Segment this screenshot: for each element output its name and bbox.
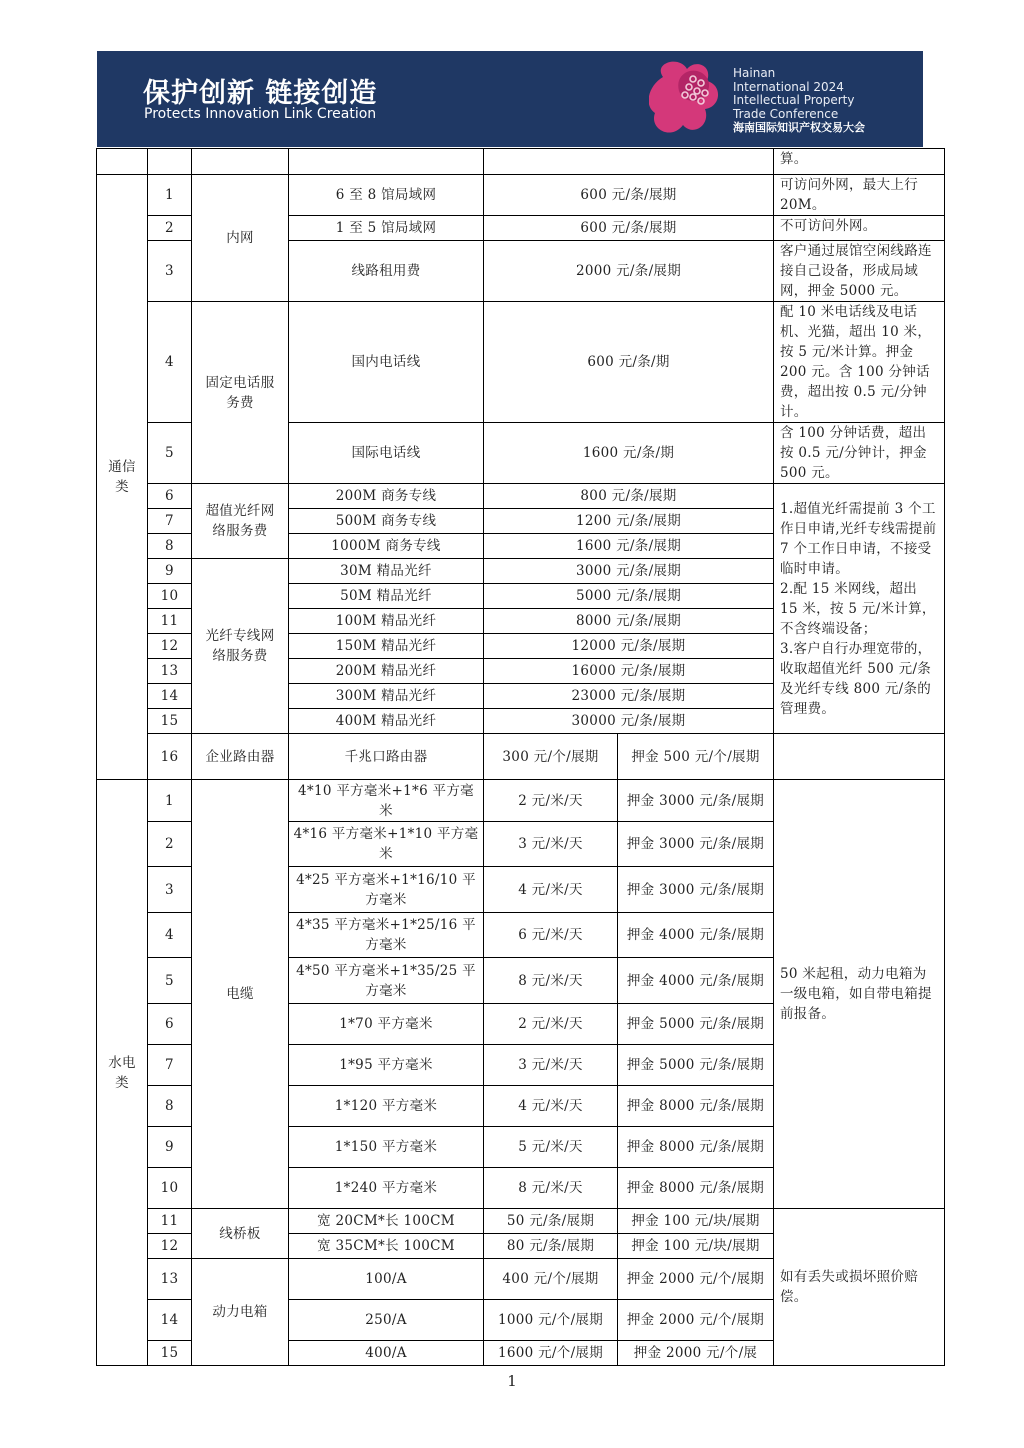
cell-item: 400M 精品光纤 [289,709,484,734]
cell-no: 13 [148,1259,192,1300]
cell-no: 10 [148,584,192,609]
cell-price: 400 元/个/展期 [484,1259,618,1300]
cell-price: 3 元/米/天 [484,822,618,867]
table-row [97,484,945,509]
cell-price: 3 元/米/天 [484,1045,618,1086]
cell-no: 12 [148,1234,192,1259]
cell-price: 1600 元/个/展期 [484,1341,618,1366]
cell-note: 1.超值光纤需提前 3 个工作日申请,光纤专线需提前 7 个工作日申请，不接受临时申请。 2.配 15 米网线，超出 15 米，按 5 元/米计算，不含终端设备； 3.客户自行办理宽带的，收取超值光纤 500 元/条及光纤专线 800 元/条的管理费。 [774,484,945,734]
cell-no: 11 [148,1209,192,1234]
cell-no: 12 [148,634,192,659]
cell-price: 8 元/米/天 [484,958,618,1004]
cell-item: 宽 20CM*长 100CM [289,1209,484,1234]
conf-name-cn: 海南国际知识产权交易大会 [733,121,865,135]
cell-item: 400/A [289,1341,484,1366]
cell-no: 2 [148,216,192,241]
cell-price: 300 元/个/展期 [484,734,618,780]
cell-item: 4*25 平方毫米+1*16/10 平方毫米 [289,867,484,913]
cell-item: 6 至 8 馆局域网 [289,175,484,216]
cell-no: 2 [148,822,192,867]
group-cell: 电缆 [192,780,289,1209]
cell-no: 5 [148,423,192,484]
table-row [97,149,945,175]
cell-item: 300M 精品光纤 [289,684,484,709]
cell-price: 1200 元/条/展期 [484,509,774,534]
cell-item: 4*10 平方毫米+1*6 平方毫米 [289,780,484,822]
conference-logo-icon [649,55,731,143]
table-row [97,302,945,423]
cell-no: 7 [148,1045,192,1086]
cell-no: 8 [148,534,192,559]
conf-line: International 2024 [733,79,844,94]
cell-no: 4 [148,913,192,958]
cell-price: 4 元/米/天 [484,867,618,913]
cell-price: 1000 元/个/展期 [484,1300,618,1341]
cell-no: 9 [148,559,192,584]
cell-item: 宽 35CM*长 100CM [289,1234,484,1259]
slogan-cn: 保护创新 链接创造 [143,78,378,109]
cell-item: 100M 精品光纤 [289,609,484,634]
group-cell: 内网 [192,175,289,302]
cell-deposit: 押金 2000 元/个/展 [618,1341,774,1366]
cell-price: 4 元/米/天 [484,1086,618,1127]
cell-deposit: 押金 100 元/块/展期 [618,1234,774,1259]
cell-item: 1*95 平方毫米 [289,1045,484,1086]
cell-price: 600 元/条/期 [484,302,774,423]
cell-note: 不可访问外网。 [774,216,945,241]
group-cell: 企业路由器 [192,734,289,780]
category-cell: 水电 类 [97,780,148,1366]
cell-item: 1 至 5 馆局域网 [289,216,484,241]
cell-item: 1*240 平方毫米 [289,1168,484,1209]
table-row [97,780,945,822]
cell-price: 2 元/米/天 [484,1004,618,1045]
cell-no: 15 [148,1341,192,1366]
cell-price: 50 元/条/展期 [484,1209,618,1234]
cell-item: 200M 商务专线 [289,484,484,509]
cell-item: 4*35 平方毫米+1*25/16 平方毫米 [289,913,484,958]
cell-deposit: 押金 4000 元/条/展期 [618,958,774,1004]
cell-item: 1000M 商务专线 [289,534,484,559]
group-cell: 超值光纤网 络服务费 [192,484,289,559]
cell-deposit: 押金 500 元/个/展期 [618,734,774,780]
group-cell: 光纤专线网 络服务费 [192,559,289,734]
cell-deposit: 押金 5000 元/条/展期 [618,1004,774,1045]
cell-price: 800 元/条/展期 [484,484,774,509]
cell-price: 30000 元/条/展期 [484,709,774,734]
group-cell: 固定电话服 务费 [192,302,289,484]
cell-item: 500M 商务专线 [289,509,484,534]
cell-deposit: 押金 8000 元/条/展期 [618,1086,774,1127]
cell-no: 1 [148,175,192,216]
cell-no: 6 [148,1004,192,1045]
cell-price: 6 元/米/天 [484,913,618,958]
cell-no: 14 [148,684,192,709]
table-row [97,175,945,216]
cell-no: 16 [148,734,192,780]
cell-no: 13 [148,659,192,684]
cell-item: 国际电话线 [289,423,484,484]
cell-no: 3 [148,867,192,913]
cell-price: 8000 元/条/展期 [484,609,774,634]
cell-deposit: 押金 2000 元/个/展期 [618,1300,774,1341]
cell-item: 100/A [289,1259,484,1300]
cell-price: 600 元/条/展期 [484,216,774,241]
cell-no: 3 [148,241,192,302]
header-banner [97,51,923,147]
cell-deposit: 押金 8000 元/条/展期 [618,1168,774,1209]
cell-price: 8 元/米/天 [484,1168,618,1209]
cell-item: 1*150 平方毫米 [289,1127,484,1168]
conf-line: Intellectual Property [733,93,855,108]
cell-deposit: 押金 3000 元/条/展期 [618,867,774,913]
cell-item: 4*16 平方毫米+1*10 平方毫米 [289,822,484,867]
cell-no: 4 [148,302,192,423]
cell-note: 客户通过展馆空闲线路连接自己设备，形成局域网，押金 5000 元。 [774,241,945,302]
cell-deposit: 押金 5000 元/条/展期 [618,1045,774,1086]
cell-price: 23000 元/条/展期 [484,684,774,709]
cell-price: 5000 元/条/展期 [484,584,774,609]
conf-line: Trade Conference [733,106,839,121]
cell-item: 1*120 平方毫米 [289,1086,484,1127]
cell-price: 2000 元/条/展期 [484,241,774,302]
cell-item: 4*50 平方毫米+1*35/25 平方毫米 [289,958,484,1004]
cell-item: 国内电话线 [289,302,484,423]
cell-note: 算。 [774,149,945,175]
conf-line: Hainan [733,66,776,80]
cell-item: 200M 精品光纤 [289,659,484,684]
cell-no: 6 [148,484,192,509]
cell-note: 含 100 分钟话费，超出按 0.5 元/分钟计，押金 500 元。 [774,423,945,484]
cell-price: 16000 元/条/展期 [484,659,774,684]
cell-no: 7 [148,509,192,534]
cell-price: 1600 元/条/展期 [484,534,774,559]
cell-item: 线路租用费 [289,241,484,302]
cell-item: 150M 精品光纤 [289,634,484,659]
cell-price: 5 元/米/天 [484,1127,618,1168]
slogan-en: Protects Innovation Link Creation [144,106,377,122]
cell-no: 5 [148,958,192,1004]
cell-item: 千兆口路由器 [289,734,484,780]
cell-item: 50M 精品光纤 [289,584,484,609]
cell-deposit: 押金 3000 元/条/展期 [618,780,774,822]
cell-item: 250/A [289,1300,484,1341]
table-row [97,734,945,780]
fee-table [96,148,945,1366]
conference-name [733,67,865,135]
cell-price: 3000 元/条/展期 [484,559,774,584]
cell-price: 600 元/条/展期 [484,175,774,216]
cell-note: 如有丢失或损坏照价赔偿。 [774,1209,945,1366]
cell-item: 30M 精品光纤 [289,559,484,584]
cell-item: 1*70 平方毫米 [289,1004,484,1045]
cell-no: 9 [148,1127,192,1168]
group-cell: 动力电箱 [192,1259,289,1366]
table-row [97,1209,945,1234]
cell-no: 1 [148,780,192,822]
cell-note: 可访问外网，最大上行20M。 [774,175,945,216]
cell-price: 12000 元/条/展期 [484,634,774,659]
page-number: 1 [507,1372,517,1390]
cell-no: 8 [148,1086,192,1127]
cell-no: 15 [148,709,192,734]
cell-note: 配 10 米电话线及电话机、光猫，超出 10 米，按 5 元/米计算。押金 200 元。含 100 分钟话费，超出按 0.5 元/分钟计。 [774,302,945,423]
cell-price: 80 元/条/展期 [484,1234,618,1259]
cell-deposit: 押金 4000 元/条/展期 [618,913,774,958]
cell-no: 14 [148,1300,192,1341]
cell-deposit: 押金 2000 元/个/展期 [618,1259,774,1300]
cell-deposit: 押金 100 元/块/展期 [618,1209,774,1234]
cell-deposit: 押金 8000 元/条/展期 [618,1127,774,1168]
cell-price: 1600 元/条/期 [484,423,774,484]
cell-note: 50 米起租，动力电箱为一级电箱，如自带电箱提前报备。 [774,780,945,1209]
group-cell: 线桥板 [192,1209,289,1259]
cell-deposit: 押金 3000 元/条/展期 [618,822,774,867]
category-cell: 通信 类 [97,175,148,780]
cell-no: 10 [148,1168,192,1209]
cell-no: 11 [148,609,192,634]
cell-price: 2 元/米/天 [484,780,618,822]
